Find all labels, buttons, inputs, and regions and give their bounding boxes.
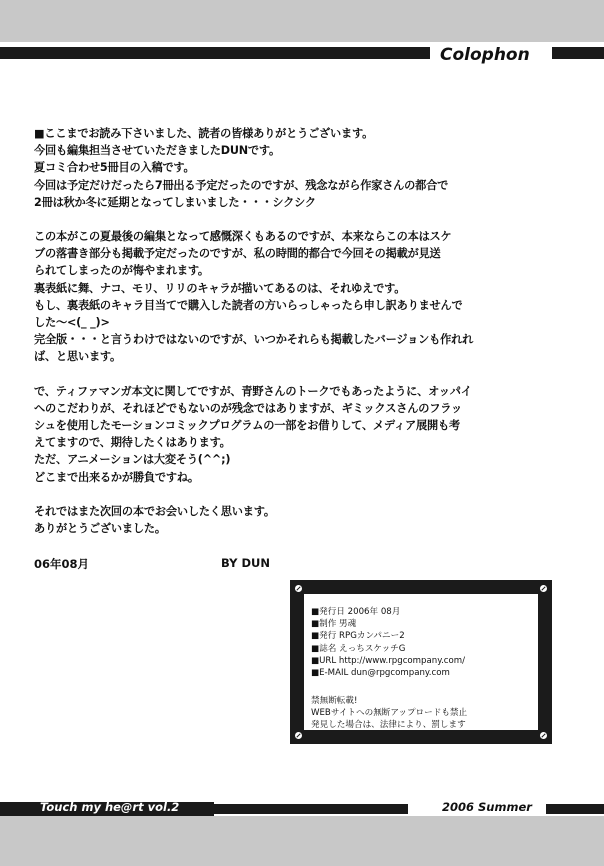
text-line: した～<(_ _)> <box>34 316 110 330</box>
text-line: ただ、アニメーションは大変そう(^^;) <box>34 453 231 467</box>
footer-gray-band <box>0 816 604 866</box>
text-line: 今回も編集担当させていただきましたDUNです。 <box>34 144 280 158</box>
paragraph-3 <box>34 383 584 486</box>
text-line: 完全版・・・と言うわけではないのですが、いつかそれらも掲載したバージョンも作れれ <box>34 333 474 347</box>
info-panel <box>304 594 538 730</box>
screw-icon <box>540 732 547 739</box>
publication-info-box <box>290 580 552 744</box>
copyright-notice <box>311 695 467 732</box>
header-bar-right <box>552 47 604 59</box>
footer-bar-middle <box>214 804 408 814</box>
text-line: へのこだわりが、それほどでもないのが残念ではありますが、ギミックスさんのフラッ <box>34 401 462 415</box>
footer-bar-right <box>546 804 604 814</box>
text-line: 2冊は秋か冬に延期となってしまいました・・・シクシク <box>34 195 316 209</box>
info-production: ■制作 男魂 <box>311 619 357 630</box>
paragraph-2 <box>34 228 584 366</box>
info-title: ■誌名 えっちスケッチG <box>311 643 406 654</box>
info-url: ■URL http://www.rpgcompany.com/ <box>311 655 466 666</box>
text-line: それではまた次回の本でお会いしたく思います。 <box>34 504 275 518</box>
text-line: で、ティファマンガ本文に関してですが、青野さんのトークでもあったように、オッパイ <box>34 384 472 398</box>
text-line: 夏コミ合わせ5冊目の入稿です。 <box>34 161 195 175</box>
text-line: られてしまったのが悔やまれます。 <box>34 264 209 278</box>
text-line: もし、裏表紙のキャラ目当てで購入した読者の方いらっしゃったら申し訳ありませんで <box>34 298 463 312</box>
header-bar-left <box>0 47 430 59</box>
screw-icon <box>540 585 547 592</box>
body-text <box>34 125 584 537</box>
info-publisher: ■発行 RPGカンパニー2 <box>311 631 405 642</box>
screw-icon <box>295 585 302 592</box>
text-line: シュを使用したモーションコミックプログラムの一部をお借りして、メディア展開も考 <box>34 419 460 433</box>
text-line: えてますので、期待したくはあります。 <box>34 436 231 450</box>
screw-icon <box>295 732 302 739</box>
text-line: どこまで出来るかが勝負ですね。 <box>34 470 199 484</box>
text-line: この本がこの夏最後の編集となって感慨深くもあるのですが、本来ならこの本はスケ <box>34 230 452 244</box>
notice-line: 禁無断転載! <box>311 696 358 706</box>
notice-line: 発見した場合は、法律により、罰します <box>311 720 466 731</box>
text-line: ■ここまでお読み下さいました、読者の皆様ありがとうございます。 <box>34 127 374 140</box>
paragraph-1 <box>34 125 584 211</box>
colophon-title: Colophon <box>440 45 530 65</box>
text-line: ば、と思います。 <box>34 350 122 364</box>
text-line: ありがとうございました。 <box>34 522 166 536</box>
text-line: ブの落書き部分も掲載予定だったのですが、私の時間的都合で今回その掲載が見送 <box>34 247 441 261</box>
info-lines <box>311 606 465 679</box>
signoff-author: BY DUN <box>221 556 270 570</box>
header-gray-band <box>0 0 604 42</box>
signoff-date: 06年08月 <box>34 557 90 571</box>
info-issue-date: ■発行日 2006年 08月 <box>311 607 401 617</box>
footer-volume-title: Touch my he@rt vol.2 <box>40 800 180 814</box>
paragraph-4 <box>34 503 584 537</box>
info-email: ■E-MAIL dun@rpgcompany.com <box>311 668 450 679</box>
text-line: 裏表紙に舞、ナコ、モリ、リリのキャラが描いてあるのは、それゆえです。 <box>34 281 406 295</box>
footer-season: 2006 Summer <box>442 800 532 814</box>
text-line: 今回は予定だけだったら7冊出る予定だったのですが、残念ながら作家さんの都合で <box>34 178 449 192</box>
notice-line: WEBサイトへの無断アップロードも禁止 <box>311 708 468 719</box>
